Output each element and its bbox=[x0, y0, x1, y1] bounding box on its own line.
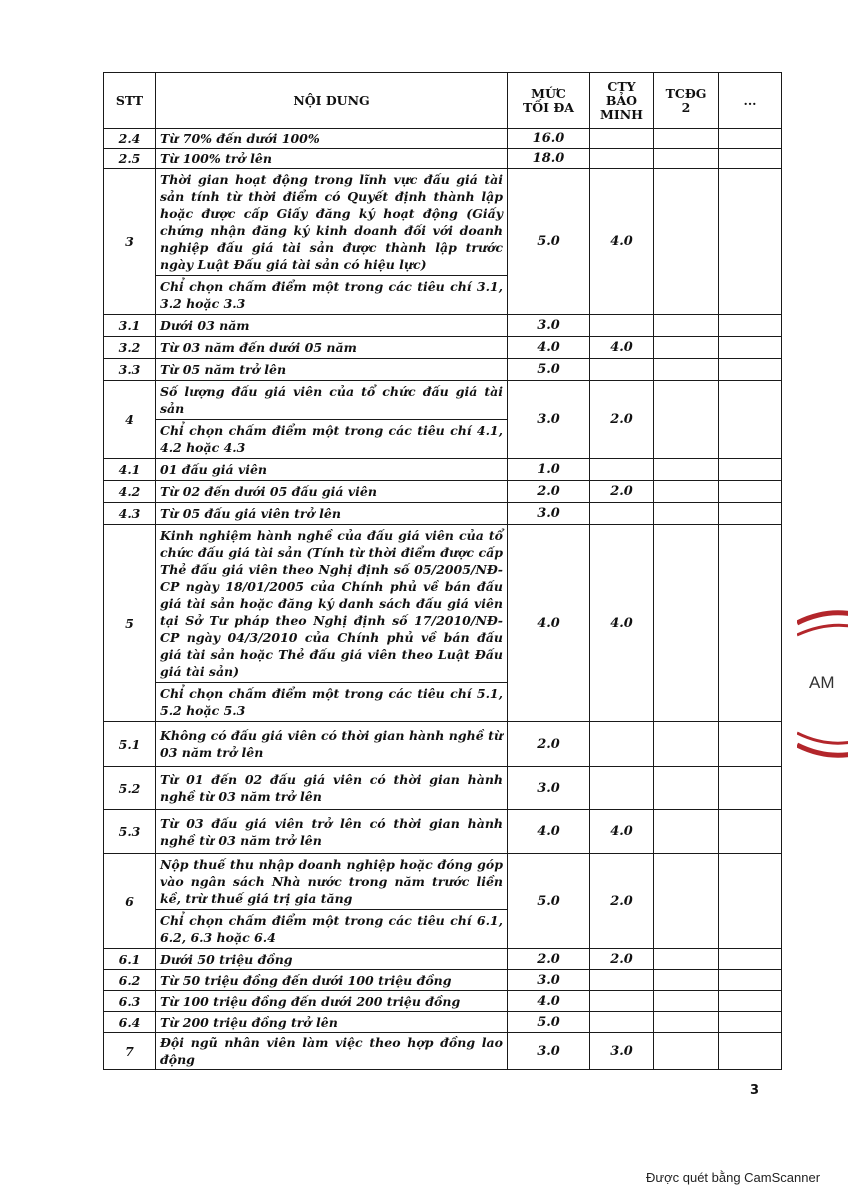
row-content-note: Chỉ chọn chấm điểm một trong các tiêu chí 3.1, 3.2 hoặc 3.3 bbox=[160, 279, 503, 311]
row-cty-score bbox=[590, 503, 654, 525]
row-more bbox=[719, 1012, 782, 1033]
row-max-score: 2.0 bbox=[508, 949, 590, 970]
row-stt: 5.2 bbox=[104, 767, 156, 810]
row-content-main: Kinh nghiệm hành nghề của đấu giá viên của tổ chức đấu giá tài sản (Tính từ thời điểm được cấp Thẻ đấu giá viên theo Nghị định số 05/2005/NĐ-CP ngày 18/01/2005 của Chính phủ về bán đấu giá tài sản hoặc đăng ký danh sách đấu giá viên tại Sở Tư pháp theo Nghị định số 17/2010/NĐ-CP ngày 04/3/2010 của Chính phủ về bán đấu giá tài sản hoặc Thẻ đấu giá viên theo Luật Đấu giá tài sản) bbox=[156, 525, 507, 683]
row-more bbox=[719, 359, 782, 381]
camscanner-footer: Được quét bằng CamScanner bbox=[646, 1170, 821, 1185]
row-stt: 3 bbox=[104, 169, 156, 315]
row-content-main: Thời gian hoạt động trong lĩnh vực đấu giá tài sản tính từ thời điểm có Quyết định thành lập hoặc được cấp Giấy đăng ký hoạt động (Giấy chứng nhận đăng ký kinh doanh đối với doanh nghiệp đấu giá tài sản được thành lập trước ngày Luật Đấu giá tài sản có hiệu lực) bbox=[156, 169, 507, 276]
row-cty-score bbox=[590, 767, 654, 810]
row-content: Từ 05 năm trở lên bbox=[156, 359, 508, 381]
row-stt: 4.3 bbox=[104, 503, 156, 525]
row-more bbox=[719, 337, 782, 359]
row-cty-score bbox=[590, 315, 654, 337]
row-more bbox=[719, 767, 782, 810]
row-max-score: 5.0 bbox=[508, 854, 590, 949]
row-content: Từ 70% đến dưới 100% bbox=[156, 129, 508, 149]
row-cty-score: 2.0 bbox=[590, 381, 654, 459]
row-max-score: 5.0 bbox=[508, 359, 590, 381]
row-more bbox=[719, 722, 782, 767]
row-cty-score bbox=[590, 149, 654, 169]
row-max-score: 3.0 bbox=[508, 1033, 590, 1070]
row-stt: 3.1 bbox=[104, 315, 156, 337]
criteria-table-container bbox=[103, 72, 781, 1070]
row-max-score: 3.0 bbox=[508, 315, 590, 337]
row-more bbox=[719, 525, 782, 722]
row-more bbox=[719, 149, 782, 169]
row-content: Dưới 03 năm bbox=[156, 315, 508, 337]
row-tcdg-score bbox=[654, 315, 719, 337]
row-cty-score: 4.0 bbox=[590, 525, 654, 722]
row-content bbox=[156, 381, 508, 459]
row-tcdg-score bbox=[654, 337, 719, 359]
header-more: ... bbox=[719, 73, 782, 129]
row-content bbox=[156, 169, 508, 315]
row-more bbox=[719, 949, 782, 970]
row-stt: 5.3 bbox=[104, 810, 156, 854]
row-stt: 3.3 bbox=[104, 359, 156, 381]
row-tcdg-score bbox=[654, 949, 719, 970]
row-cty-score: 2.0 bbox=[590, 949, 654, 970]
row-stt: 6.1 bbox=[104, 949, 156, 970]
header-max-line1: MỨC bbox=[531, 85, 566, 101]
header-stt: STT bbox=[104, 73, 156, 129]
row-content bbox=[156, 525, 508, 722]
row-cty-score: 2.0 bbox=[590, 481, 654, 503]
row-max-score: 3.0 bbox=[508, 381, 590, 459]
row-content: Không có đấu giá viên có thời gian hành nghề từ 03 năm trở lên bbox=[156, 722, 508, 767]
row-stt: 7 bbox=[104, 1033, 156, 1070]
header-max-line2: TỐI ĐA bbox=[522, 99, 574, 115]
row-max-score: 16.0 bbox=[508, 129, 590, 149]
table-row bbox=[104, 810, 782, 854]
row-more bbox=[719, 315, 782, 337]
table-row bbox=[104, 149, 782, 169]
row-more bbox=[719, 381, 782, 459]
table-row bbox=[104, 854, 782, 949]
table-row bbox=[104, 991, 782, 1012]
row-cty-score bbox=[590, 1012, 654, 1033]
table-row bbox=[104, 767, 782, 810]
row-tcdg-score bbox=[654, 149, 719, 169]
row-content: Từ 200 triệu đồng trở lên bbox=[156, 1012, 508, 1033]
row-more bbox=[719, 503, 782, 525]
criteria-table bbox=[103, 72, 782, 1070]
row-content: Từ 03 năm đến dưới 05 năm bbox=[156, 337, 508, 359]
table-row bbox=[104, 949, 782, 970]
row-content: 01 đấu giá viên bbox=[156, 459, 508, 481]
row-cty-score bbox=[590, 129, 654, 149]
row-tcdg-score bbox=[654, 525, 719, 722]
row-more bbox=[719, 854, 782, 949]
row-content-main: Nộp thuế thu nhập doanh nghiệp hoặc đóng góp vào ngân sách Nhà nước trong năm trước liền kề, trừ thuế giá trị gia tăng bbox=[156, 854, 507, 910]
row-max-score: 2.0 bbox=[508, 722, 590, 767]
row-stt: 4 bbox=[104, 381, 156, 459]
row-content: Từ 01 đến 02 đấu giá viên có thời gian hành nghề từ 03 năm trở lên bbox=[156, 767, 508, 810]
row-cty-score: 4.0 bbox=[590, 810, 654, 854]
header-tcdg-line1: TCĐG bbox=[665, 85, 707, 101]
row-tcdg-score bbox=[654, 1033, 719, 1070]
row-tcdg-score bbox=[654, 722, 719, 767]
row-cty-score: 3.0 bbox=[590, 1033, 654, 1070]
row-max-score: 3.0 bbox=[508, 503, 590, 525]
row-stt: 6.4 bbox=[104, 1012, 156, 1033]
row-cty-score bbox=[590, 722, 654, 767]
header-cty-bao-minh bbox=[590, 73, 654, 129]
table-body bbox=[104, 129, 782, 1070]
row-tcdg-score bbox=[654, 129, 719, 149]
row-tcdg-score bbox=[654, 767, 719, 810]
row-more bbox=[719, 970, 782, 991]
row-max-score: 5.0 bbox=[508, 1012, 590, 1033]
row-stt: 2.5 bbox=[104, 149, 156, 169]
row-content bbox=[156, 854, 508, 949]
table-row bbox=[104, 315, 782, 337]
table-row bbox=[104, 525, 782, 722]
row-max-score: 4.0 bbox=[508, 337, 590, 359]
row-cty-score bbox=[590, 970, 654, 991]
row-more bbox=[719, 129, 782, 149]
row-content-main: Số lượng đấu giá viên của tổ chức đấu giá tài sản bbox=[156, 381, 507, 420]
row-max-score: 4.0 bbox=[508, 525, 590, 722]
row-cty-score: 4.0 bbox=[590, 169, 654, 315]
row-content: Dưới 50 triệu đồng bbox=[156, 949, 508, 970]
header-max-score bbox=[508, 73, 590, 129]
row-more bbox=[719, 481, 782, 503]
row-stt: 6.3 bbox=[104, 991, 156, 1012]
row-cty-score bbox=[590, 991, 654, 1012]
stamp-text: AM bbox=[809, 673, 835, 692]
row-content: Từ 03 đấu giá viên trở lên có thời gian hành nghề từ 03 năm trở lên bbox=[156, 810, 508, 854]
row-tcdg-score bbox=[654, 810, 719, 854]
row-cty-score: 4.0 bbox=[590, 337, 654, 359]
row-tcdg-score bbox=[654, 991, 719, 1012]
row-more bbox=[719, 1033, 782, 1070]
header-content: NỘI DUNG bbox=[156, 73, 508, 129]
table-row bbox=[104, 169, 782, 315]
row-stt: 6.2 bbox=[104, 970, 156, 991]
table-row bbox=[104, 459, 782, 481]
page-number: 3 bbox=[750, 1083, 760, 1098]
row-cty-score bbox=[590, 359, 654, 381]
row-tcdg-score bbox=[654, 459, 719, 481]
header-cty-line3: MINH bbox=[600, 106, 643, 122]
row-content: Từ 05 đấu giá viên trở lên bbox=[156, 503, 508, 525]
row-stt: 3.2 bbox=[104, 337, 156, 359]
row-stt: 4.1 bbox=[104, 459, 156, 481]
table-row bbox=[104, 481, 782, 503]
row-more bbox=[719, 459, 782, 481]
row-tcdg-score bbox=[654, 1012, 719, 1033]
row-content: Từ 50 triệu đồng đến dưới 100 triệu đồng bbox=[156, 970, 508, 991]
row-content-note: Chỉ chọn chấm điểm một trong các tiêu chí 4.1, 4.2 hoặc 4.3 bbox=[160, 423, 503, 455]
row-content: Từ 02 đến dưới 05 đấu giá viên bbox=[156, 481, 508, 503]
row-stt: 4.2 bbox=[104, 481, 156, 503]
row-more bbox=[719, 991, 782, 1012]
row-max-score: 2.0 bbox=[508, 481, 590, 503]
row-tcdg-score bbox=[654, 359, 719, 381]
row-more bbox=[719, 810, 782, 854]
row-cty-score bbox=[590, 459, 654, 481]
row-content: Từ 100 triệu đồng đến dưới 200 triệu đồng bbox=[156, 991, 508, 1012]
table-row bbox=[104, 337, 782, 359]
row-content: Từ 100% trở lên bbox=[156, 149, 508, 169]
row-stt: 6 bbox=[104, 854, 156, 949]
header-tcdg-2 bbox=[654, 73, 719, 129]
row-max-score: 3.0 bbox=[508, 970, 590, 991]
row-max-score: 4.0 bbox=[508, 991, 590, 1012]
row-tcdg-score bbox=[654, 481, 719, 503]
row-content-note: Chỉ chọn chấm điểm một trong các tiêu chí 5.1, 5.2 hoặc 5.3 bbox=[160, 686, 503, 718]
row-max-score: 5.0 bbox=[508, 169, 590, 315]
table-row bbox=[104, 722, 782, 767]
row-stt: 5.1 bbox=[104, 722, 156, 767]
row-tcdg-score bbox=[654, 970, 719, 991]
table-header-row bbox=[104, 73, 782, 129]
row-max-score: 1.0 bbox=[508, 459, 590, 481]
table-row bbox=[104, 503, 782, 525]
table-row bbox=[104, 1033, 782, 1070]
row-content: Đội ngũ nhân viên làm việc theo hợp đồng lao động bbox=[156, 1033, 508, 1070]
table-row bbox=[104, 970, 782, 991]
row-stt: 2.4 bbox=[104, 129, 156, 149]
row-tcdg-score bbox=[654, 169, 719, 315]
header-tcdg-line2: 2 bbox=[681, 99, 691, 115]
row-tcdg-score bbox=[654, 854, 719, 949]
row-stt: 5 bbox=[104, 525, 156, 722]
row-max-score: 18.0 bbox=[508, 149, 590, 169]
table-row bbox=[104, 359, 782, 381]
row-max-score: 4.0 bbox=[508, 810, 590, 854]
row-max-score: 3.0 bbox=[508, 767, 590, 810]
table-row bbox=[104, 1012, 782, 1033]
table-row bbox=[104, 381, 782, 459]
row-content-note: Chỉ chọn chấm điểm một trong các tiêu chí 6.1, 6.2, 6.3 hoặc 6.4 bbox=[160, 913, 503, 945]
row-more bbox=[719, 169, 782, 315]
row-tcdg-score bbox=[654, 503, 719, 525]
header-cty-line1: CTY bbox=[607, 78, 636, 94]
row-cty-score: 2.0 bbox=[590, 854, 654, 949]
header-cty-line2: BẢO bbox=[605, 92, 638, 108]
row-tcdg-score bbox=[654, 381, 719, 459]
table-row bbox=[104, 129, 782, 149]
